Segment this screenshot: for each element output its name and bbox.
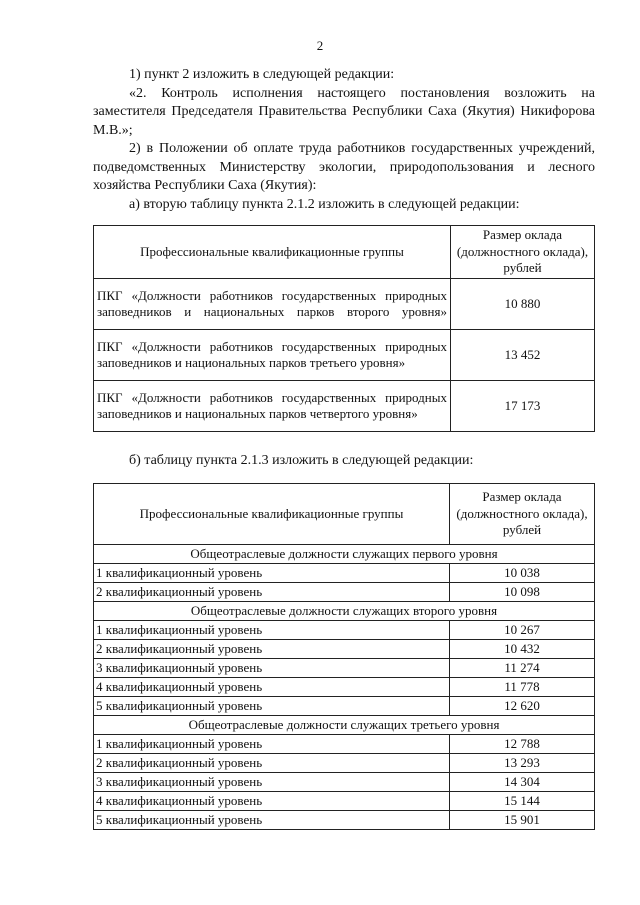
salary-value: 12 788 — [450, 735, 595, 754]
level-name: 2 квалификационный уровень — [94, 640, 450, 659]
level-name: 2 квалификационный уровень — [94, 583, 450, 602]
paragraph-item-b: б) таблицу пункта 2.1.3 изложить в следующей редакции: — [129, 453, 474, 468]
header-group: Профессиональные квалификационные группы — [94, 226, 451, 279]
group-name: ПКГ «Должности работников государственных природных заповедников и национальных парков второго уровня» — [94, 279, 451, 330]
page-number: 2 — [316, 38, 324, 53]
level-name: 4 квалификационный уровень — [94, 678, 450, 697]
level-name: 1 квалификационный уровень — [94, 621, 450, 640]
section-title: Общеотраслевые должности служащих первого уровня — [94, 545, 595, 564]
header-group: Профессиональные квалификационные группы — [94, 484, 450, 545]
level-name: 3 квалификационный уровень — [94, 659, 450, 678]
header-salary: Размер оклада (должностного оклада), рублей — [450, 484, 595, 545]
salary-value: 10 267 — [450, 621, 595, 640]
section-title: Общеотраслевые должности служащих третьего уровня — [94, 716, 595, 735]
table-row — [94, 564, 595, 583]
section-row — [94, 602, 595, 621]
salary-value: 10 038 — [450, 564, 595, 583]
table-row — [94, 697, 595, 716]
table-row — [94, 773, 595, 792]
section-title: Общеотраслевые должности служащих второго уровня — [94, 602, 595, 621]
document-body — [93, 66, 595, 214]
table-row — [94, 583, 595, 602]
salary-value: 14 304 — [450, 773, 595, 792]
salary-value: 13 452 — [451, 330, 595, 381]
table-row — [94, 640, 595, 659]
level-name: 1 квалификационный уровень — [94, 735, 450, 754]
group-name: ПКГ «Должности работников государственных природных заповедников и национальных парков четвертого уровня» — [94, 381, 451, 432]
table-row — [94, 678, 595, 697]
table-row — [94, 621, 595, 640]
level-name: 3 квалификационный уровень — [94, 773, 450, 792]
salary-value: 17 173 — [451, 381, 595, 432]
paragraph-item-1: 1) пункт 2 изложить в следующей редакции: — [129, 67, 395, 82]
group-name: ПКГ «Должности работников государственных природных заповедников и национальных парков третьего уровня» — [94, 330, 451, 381]
paragraph-item-a: а) вторую таблицу пункта 2.1.2 изложить в следующей редакции: — [129, 196, 520, 212]
paragraph-item-2: 2) в Положении об оплате труда работников государственных учреждений, подведомственных Министерству экологии, природопользования и лесного хозяйства Республики Саха (Якутия): — [93, 141, 595, 193]
table-row — [94, 811, 595, 830]
salary-value: 10 880 — [451, 279, 595, 330]
table-row — [94, 735, 595, 754]
salary-value: 15 901 — [450, 811, 595, 830]
level-name: 5 квалификационный уровень — [94, 697, 450, 716]
level-name: 2 квалификационный уровень — [94, 754, 450, 773]
table-header-row — [94, 484, 595, 545]
table-row — [94, 659, 595, 678]
salary-value: 13 293 — [450, 754, 595, 773]
level-name: 5 квалификационный уровень — [94, 811, 450, 830]
table-row — [94, 381, 595, 432]
paragraph-quote-control: «2. Контроль исполнения настоящего постановления возложить на заместителя Председателя Правительства Республики Саха (Якутия) Никифорова М.В.»; — [93, 85, 595, 138]
table-row — [94, 792, 595, 811]
level-name: 1 квалификационный уровень — [94, 564, 450, 583]
level-name: 4 квалификационный уровень — [94, 792, 450, 811]
salary-table-2-1-3 — [93, 483, 595, 830]
salary-value: 11 274 — [450, 659, 595, 678]
header-salary: Размер оклада (должностного оклада), рублей — [451, 226, 595, 279]
table-row — [94, 754, 595, 773]
table-row — [94, 330, 595, 381]
salary-value: 11 778 — [450, 678, 595, 697]
section-row — [94, 545, 595, 564]
table-header-row — [94, 226, 595, 279]
salary-value: 10 098 — [450, 583, 595, 602]
section-row — [94, 716, 595, 735]
salary-value: 15 144 — [450, 792, 595, 811]
salary-value: 10 432 — [450, 640, 595, 659]
salary-table-2-1-2 — [93, 225, 595, 432]
salary-value: 12 620 — [450, 697, 595, 716]
table-row — [94, 279, 595, 330]
